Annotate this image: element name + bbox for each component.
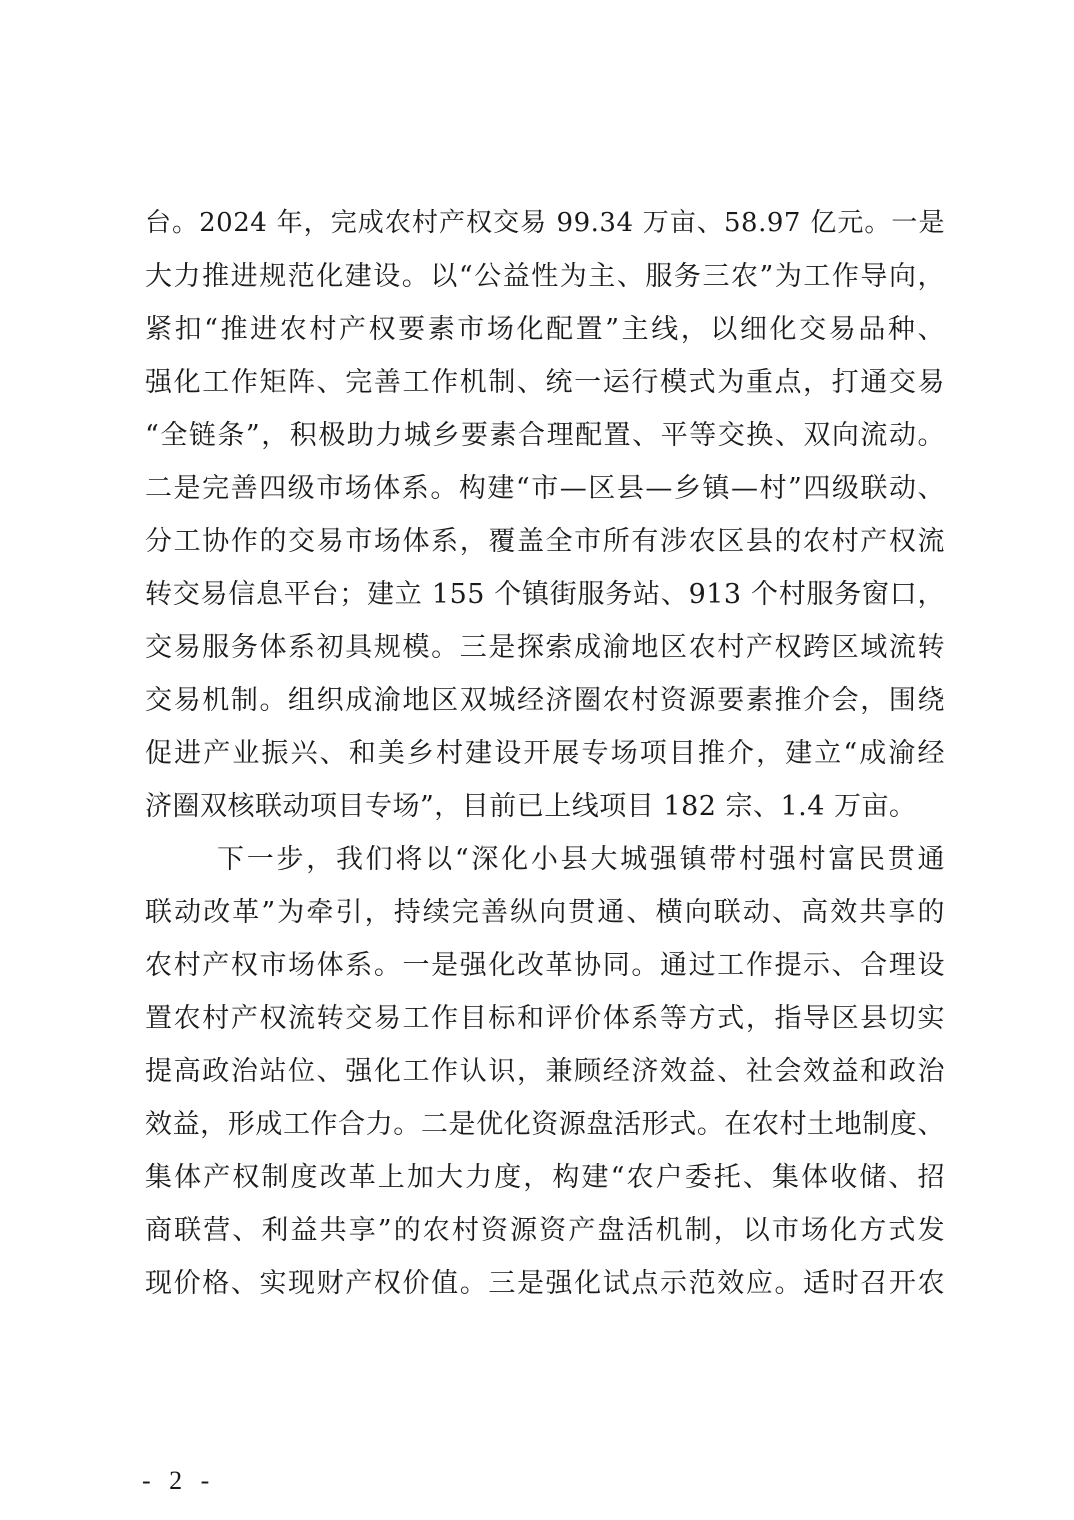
text-line: 下一步，我们将以“深化小县大城强镇带村强村富民贯通 bbox=[217, 844, 945, 875]
text-line: 交易机制。组织成渝地区双城经济圈农村资源要素推介会，围绕 bbox=[145, 685, 945, 716]
text-line: 置农村产权流转交易工作目标和评价体系等方式，指导区县切实 bbox=[145, 1003, 945, 1034]
text-line: 农村产权市场体系。一是强化改革协同。通过工作提示、合理设 bbox=[145, 950, 945, 981]
text-line: 分工协作的交易市场体系，覆盖全市所有涉农区县的农村产权流 bbox=[145, 526, 945, 557]
text-line: 济圈双核联动项目专场”，目前已上线项目 182 宗、1.4 万亩。 bbox=[145, 791, 917, 822]
text-line: 现价格、实现财产权价值。三是强化试点示范效应。适时召开农 bbox=[145, 1268, 945, 1299]
text-line: 促进产业振兴、和美乡村建设开展专场项目推介，建立“成渝经 bbox=[145, 738, 945, 769]
text-line: 效益，形成工作合力。二是优化资源盘活形式。在农村土地制度、 bbox=[145, 1109, 945, 1140]
text-line: 交易服务体系初具规模。三是探索成渝地区农村产权跨区域流转 bbox=[145, 632, 945, 663]
text-line: 强化工作矩阵、完善工作机制、统一运行模式为重点，打通交易 bbox=[145, 367, 945, 398]
paragraph-1 bbox=[145, 197, 945, 833]
text-line: 大力推进规范化建设。以“公益性为主、服务三农”为工作导向， bbox=[145, 261, 945, 292]
text-line: 台。2024 年，完成农村产权交易 99.34 万亩、58.97 亿元。一是 bbox=[145, 208, 945, 238]
text-line: 二是完善四级市场体系。构建“市—区县—乡镇—村”四级联动、 bbox=[145, 473, 945, 504]
text-line: 商联营、利益共享”的农村资源资产盘活机制，以市场化方式发 bbox=[145, 1215, 945, 1246]
document-body bbox=[145, 197, 945, 1310]
text-line: 紧扣“推进农村产权要素市场化配置”主线，以细化交易品种、 bbox=[145, 314, 945, 345]
text-line: 联动改革”为牵引，持续完善纵向贯通、横向联动、高效共享的 bbox=[145, 897, 945, 928]
text-line: 提高政治站位、强化工作认识，兼顾经济效益、社会效益和政治 bbox=[145, 1056, 945, 1087]
text-line: 转交易信息平台；建立 155 个镇街服务站、913 个村服务窗口， bbox=[145, 579, 945, 610]
text-line: “全链条”，积极助力城乡要素合理配置、平等交换、双向流动。 bbox=[145, 420, 945, 451]
text-line: 集体产权制度改革上加大力度，构建“农户委托、集体收储、招 bbox=[145, 1162, 945, 1193]
page-number: - 2 - bbox=[142, 1466, 216, 1495]
paragraph-2 bbox=[145, 833, 945, 1310]
